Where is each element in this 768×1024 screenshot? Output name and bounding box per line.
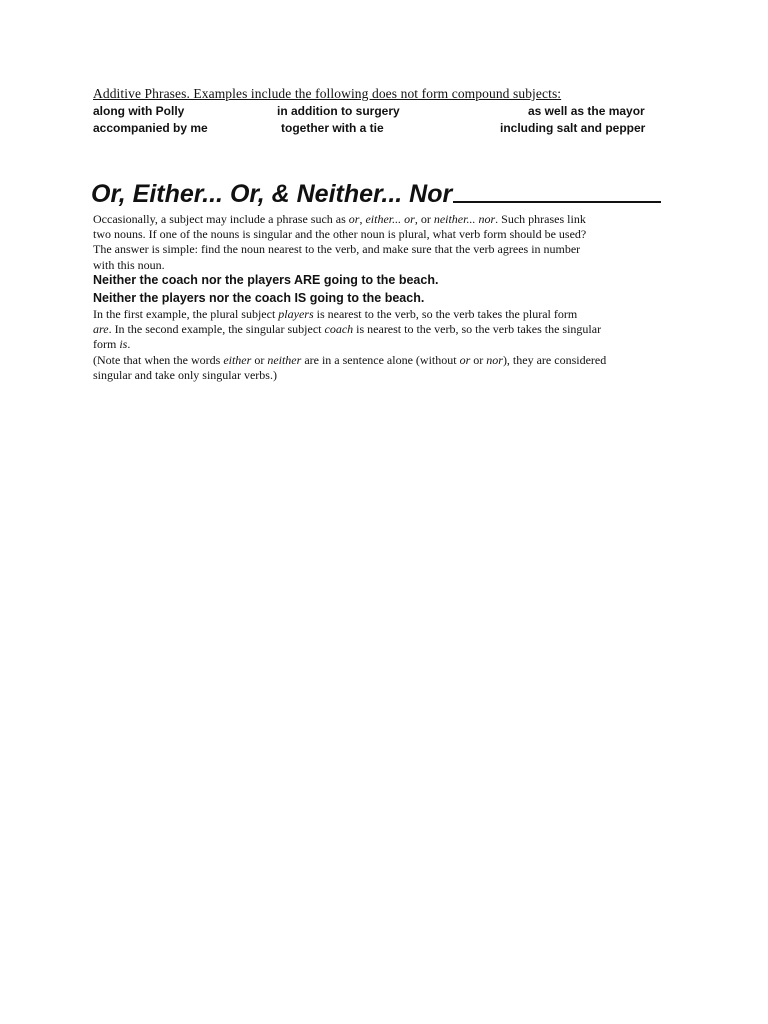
text-span: or — [470, 353, 487, 367]
paragraph-line — [93, 307, 601, 322]
phrase-example: including salt and pepper — [500, 121, 646, 135]
text-span: or — [251, 353, 268, 367]
text-span: , — [359, 212, 366, 226]
italic-term: or — [459, 353, 471, 367]
phrase-example: in addition to surgery — [277, 104, 400, 118]
example-sentence: Neither the players nor the coach IS going to the beach. — [93, 291, 425, 305]
italic-term: either... or — [365, 212, 415, 226]
paragraph-line — [93, 337, 601, 352]
paragraph-line — [93, 353, 606, 368]
paragraph-line: singular and take only singular verbs.) — [93, 368, 277, 383]
phrase-example: as well as the mayor — [528, 104, 645, 118]
paragraph-line: The answer is simple: find the noun nearest to the verb, and make sure that the verb agrees in number — [93, 242, 581, 257]
text-span: . — [127, 337, 131, 352]
italic-term: are — [93, 322, 109, 337]
text-span: . In the second example, the singular subject — [108, 322, 325, 337]
additive-phrases-heading: Additive Phrases. Examples include the following does not form compound subjects: — [93, 86, 562, 101]
text-span: ), they are considered — [502, 353, 607, 367]
text-span: In the first example, the plural subject — [93, 307, 279, 321]
text-span: is nearest to the verb, so the verb takes the plural form — [313, 307, 578, 321]
note-paragraph — [93, 353, 606, 383]
paragraph-line: with this noun. — [93, 257, 165, 272]
italic-term: either — [223, 353, 252, 367]
italic-term: is — [119, 337, 128, 352]
section-title-text: Or, Either... Or, & Neither... Nor — [91, 180, 453, 208]
text-span: (Note that when the words — [93, 353, 224, 367]
italic-term: neither... nor — [433, 212, 496, 226]
text-span: are in a sentence alone (without — [301, 353, 460, 367]
title-underline-rule — [453, 201, 661, 203]
phrase-example: together with a tie — [281, 121, 384, 135]
italic-term: or — [348, 212, 360, 226]
italic-term: coach — [324, 322, 354, 337]
italic-term: players — [278, 307, 314, 321]
paragraph-line — [93, 322, 601, 337]
text-span: . Such phrases link — [495, 212, 586, 226]
paragraph-line: two nouns. If one of the nouns is singular and the other noun is plural, what verb form should be used? — [93, 227, 587, 242]
italic-term: neither — [267, 353, 302, 367]
text-span: form — [93, 337, 120, 352]
text-span: Occasionally, a subject may include a phrase such as — [93, 212, 349, 226]
example-sentence: Neither the coach nor the players ARE going to the beach. — [93, 273, 439, 287]
section-title — [91, 180, 661, 209]
explanation-paragraph — [93, 212, 586, 273]
phrase-example: along with Polly — [93, 104, 185, 118]
paragraph-line — [93, 212, 586, 227]
analysis-paragraph — [93, 307, 601, 353]
text-span: , or — [414, 212, 434, 226]
italic-term: nor — [486, 353, 503, 367]
text-span: is nearest to the verb, so the verb takes the singular — [353, 322, 602, 337]
phrase-example: accompanied by me — [93, 121, 208, 135]
